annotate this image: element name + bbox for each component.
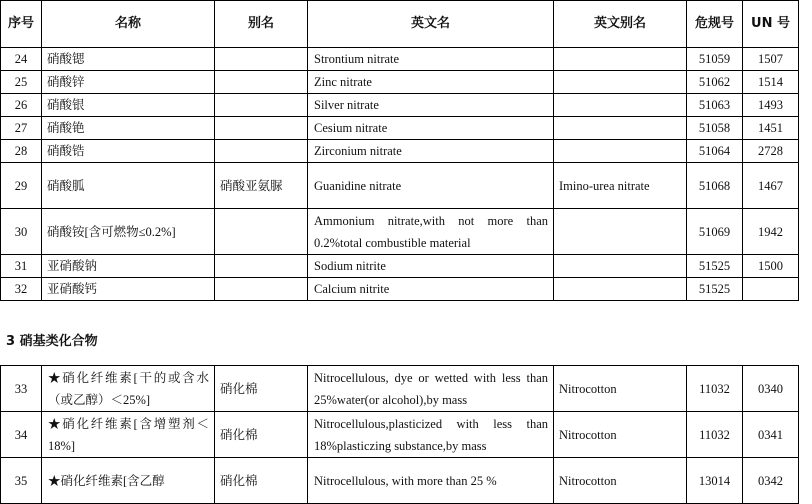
cell-english-alias [554, 140, 687, 163]
table-row [1, 209, 799, 255]
cell-alias: 硝化棉 [215, 366, 308, 412]
cell-alias: 硝化棉 [215, 458, 308, 504]
cell-alias [215, 71, 308, 94]
table-row [1, 94, 799, 117]
cell-un: 2728 [743, 140, 799, 163]
cell-alias: 硝酸亚氨脲 [215, 163, 308, 209]
cell-english: Zinc nitrate [308, 71, 554, 94]
cell-name: 硝酸铯 [42, 117, 215, 140]
table-header-row [1, 1, 799, 48]
cell-name: 硝酸胍 [42, 163, 215, 209]
cell-english: Sodium nitrite [308, 255, 554, 278]
header-name: 名称 [42, 1, 215, 48]
cell-alias [215, 48, 308, 71]
cell-hazard: 51058 [687, 117, 743, 140]
cell-no: 24 [1, 48, 42, 71]
cell-no: 30 [1, 209, 42, 255]
cell-un: 1514 [743, 71, 799, 94]
cell-english-alias: Imino-urea nitrate [554, 163, 687, 209]
cell-name: 硝酸锶 [42, 48, 215, 71]
cell-english: Silver nitrate [308, 94, 554, 117]
cell-hazard: 51062 [687, 71, 743, 94]
cell-name: 硝酸锆 [42, 140, 215, 163]
cell-hazard: 51064 [687, 140, 743, 163]
cell-english-alias [554, 94, 687, 117]
cell-no: 35 [1, 458, 42, 504]
cell-name: 硝酸锌 [42, 71, 215, 94]
cell-alias [215, 278, 308, 301]
table-row [1, 71, 799, 94]
cell-name: ★硝化纤维素[含乙醇 [42, 458, 215, 504]
cell-name: 硝酸铵[含可燃物≤0.2%] [42, 209, 215, 255]
table-row [1, 117, 799, 140]
cell-english-alias [554, 209, 687, 255]
cell-english: Ammonium nitrate,with not more than 0.2%total combustible material [308, 209, 554, 255]
cell-un: 1507 [743, 48, 799, 71]
cell-english: Zirconium nitrate [308, 140, 554, 163]
cell-un: 0340 [743, 366, 799, 412]
table-row [1, 412, 799, 458]
cell-no: 28 [1, 140, 42, 163]
cell-english: Nitrocellulous, with more than 25 % [308, 458, 554, 504]
cell-un [743, 278, 799, 301]
cell-english: Nitrocellulous,plasticized with less than 18%plasticzing substance,by mass [308, 412, 554, 458]
cell-un: 1451 [743, 117, 799, 140]
cell-alias [215, 255, 308, 278]
cell-english-alias: Nitrocotton [554, 458, 687, 504]
section-heading: 3 硝基类化合物 [6, 334, 98, 349]
cell-no: 25 [1, 71, 42, 94]
header-no: 序号 [1, 1, 42, 48]
cell-hazard: 51059 [687, 48, 743, 71]
cell-alias [215, 117, 308, 140]
cell-un: 1942 [743, 209, 799, 255]
cell-hazard: 51068 [687, 163, 743, 209]
cell-no: 31 [1, 255, 42, 278]
cell-hazard: 11032 [687, 366, 743, 412]
cell-hazard: 51063 [687, 94, 743, 117]
cell-hazard: 51525 [687, 278, 743, 301]
table-row [1, 458, 799, 504]
table-row [1, 366, 799, 412]
cell-english-alias: Nitrocotton [554, 412, 687, 458]
cell-name: ★硝化纤维素[干的或含水（或乙醇）＜25%] [42, 366, 215, 412]
header-english: 英文名 [308, 1, 554, 48]
cell-no: 26 [1, 94, 42, 117]
cell-name: ★硝化纤维素[含增塑剂＜18%] [42, 412, 215, 458]
table-row [1, 278, 799, 301]
cell-alias [215, 94, 308, 117]
header-hazard-no: 危规号 [687, 1, 743, 48]
chemical-table-lower [0, 365, 799, 504]
table-row [1, 163, 799, 209]
cell-name: 亚硝酸钠 [42, 255, 215, 278]
cell-un: 1467 [743, 163, 799, 209]
cell-no: 27 [1, 117, 42, 140]
cell-english: Nitrocellulous, dye or wetted with less than 25%water(or alcohol),by mass [308, 366, 554, 412]
cell-english-alias [554, 71, 687, 94]
cell-un: 1500 [743, 255, 799, 278]
cell-un: 0342 [743, 458, 799, 504]
cell-name: 硝酸银 [42, 94, 215, 117]
cell-hazard: 13014 [687, 458, 743, 504]
table-row [1, 140, 799, 163]
cell-english: Calcium nitrite [308, 278, 554, 301]
cell-english-alias [554, 278, 687, 301]
cell-alias [215, 209, 308, 255]
table-row [1, 255, 799, 278]
cell-english-alias [554, 48, 687, 71]
cell-alias [215, 140, 308, 163]
cell-no: 29 [1, 163, 42, 209]
cell-no: 33 [1, 366, 42, 412]
header-un-no: UN 号 [743, 1, 799, 48]
header-english-alias: 英文别名 [554, 1, 687, 48]
cell-no: 34 [1, 412, 42, 458]
cell-english: Guanidine nitrate [308, 163, 554, 209]
cell-alias: 硝化棉 [215, 412, 308, 458]
table-row [1, 48, 799, 71]
cell-no: 32 [1, 278, 42, 301]
cell-english-alias [554, 255, 687, 278]
cell-hazard: 11032 [687, 412, 743, 458]
cell-un: 0341 [743, 412, 799, 458]
cell-hazard: 51525 [687, 255, 743, 278]
cell-english: Strontium nitrate [308, 48, 554, 71]
cell-english: Cesium nitrate [308, 117, 554, 140]
cell-name: 亚硝酸钙 [42, 278, 215, 301]
cell-un: 1493 [743, 94, 799, 117]
cell-english-alias: Nitrocotton [554, 366, 687, 412]
cell-english-alias [554, 117, 687, 140]
header-alias: 别名 [215, 1, 308, 48]
cell-hazard: 51069 [687, 209, 743, 255]
